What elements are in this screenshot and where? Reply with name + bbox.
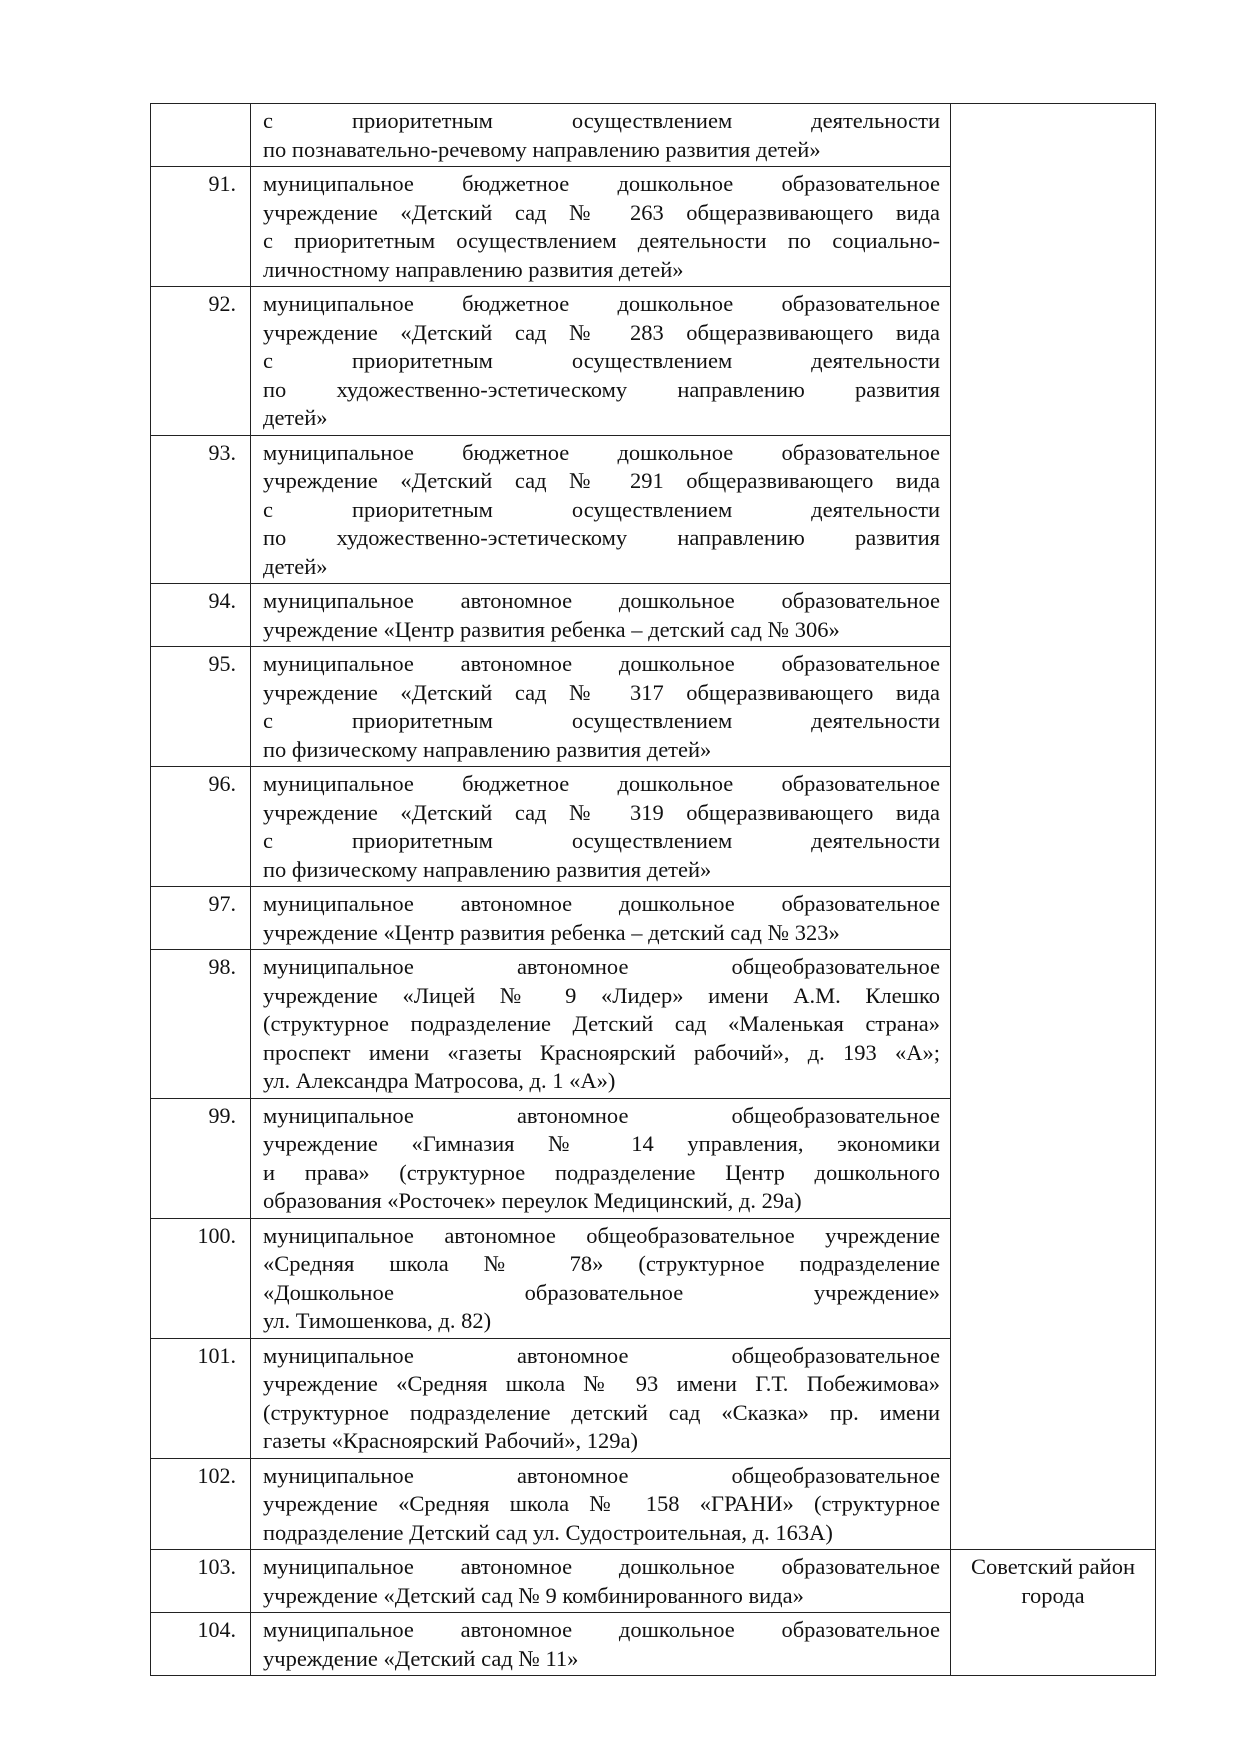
institution-description xyxy=(251,887,951,950)
description-line: с приоритетным осуществлением деятельности xyxy=(263,108,940,133)
institution-description xyxy=(251,1338,951,1458)
description-line: и права» (структурное подразделение Центр дошкольного xyxy=(263,1159,940,1185)
institution-description xyxy=(251,1550,951,1613)
description-line: учреждение «Детский сад № 283 общеразвивающего вида xyxy=(263,319,940,345)
row-number: 99. xyxy=(151,1098,251,1218)
description-line: с приоритетным осуществлением деятельности xyxy=(263,496,940,522)
row-number: 102. xyxy=(151,1458,251,1550)
row-number: 98. xyxy=(151,950,251,1099)
table-row xyxy=(151,104,1156,167)
description-line: муниципальное бюджетное дошкольное образовательное xyxy=(263,771,940,796)
district-name-suffix: города xyxy=(1021,1582,1085,1608)
district-cell xyxy=(951,1550,1156,1676)
description-line: муниципальное автономное дошкольное образовательное xyxy=(263,651,940,676)
row-number: 95. xyxy=(151,647,251,767)
description-line: по физическому направлению развития детей» xyxy=(263,856,712,882)
institution-description xyxy=(251,104,951,167)
description-line: муниципальное автономное общеобразовательное xyxy=(263,1342,940,1368)
description-line: учреждение «Центр развития ребенка – детский сад № 306» xyxy=(263,616,840,642)
description-line: муниципальное автономное общеобразовательное учреждение xyxy=(263,1222,940,1248)
district-name: Советский район xyxy=(970,1554,1136,1579)
description-line: ул. Александра Матросова, д. 1 «А») xyxy=(263,1068,616,1093)
institutions-table xyxy=(150,103,1156,1676)
description-line: муниципальное бюджетное дошкольное образовательное xyxy=(263,291,940,316)
description-line: образования «Росточек» переулок Медицинский, д. 29а) xyxy=(263,1188,802,1213)
description-line: муниципальное автономное общеобразовательное xyxy=(263,1462,940,1488)
description-line: по художественно-эстетическому направлению развития xyxy=(263,376,940,402)
row-number: 103. xyxy=(151,1550,251,1613)
row-number: 93. xyxy=(151,435,251,584)
institution-description xyxy=(251,647,951,767)
description-line: учреждение «Лицей № 9 «Лидер» имени А.М. Клешко xyxy=(263,982,940,1008)
institution-description xyxy=(251,950,951,1099)
description-line: учреждение «Детский сад № 263 общеразвивающего вида xyxy=(263,199,940,225)
institution-description xyxy=(251,287,951,436)
description-line: с приоритетным осуществлением деятельности xyxy=(263,828,940,853)
row-number: 96. xyxy=(151,767,251,887)
description-line: учреждение «Детский сад № 319 общеразвивающего вида xyxy=(263,799,940,825)
institution-description xyxy=(251,767,951,887)
table-row xyxy=(151,1550,1156,1613)
description-line: муниципальное автономное дошкольное образовательное xyxy=(263,1617,940,1642)
description-line: проспект имени «газеты Красноярский рабочий», д. 193 «А»; xyxy=(263,1039,940,1065)
description-line: учреждение «Детский сад № 317 общеразвивающего вида xyxy=(263,679,940,705)
description-line: с приоритетным осуществлением деятельности по социально- xyxy=(263,228,940,253)
description-line: детей» xyxy=(263,405,328,430)
description-line: муниципальное автономное дошкольное образовательное xyxy=(263,588,940,613)
description-line: муниципальное автономное дошкольное образовательное xyxy=(263,891,940,916)
institution-description xyxy=(251,167,951,287)
description-line: муниципальное бюджетное дошкольное образовательное xyxy=(263,439,940,465)
description-line: газеты «Красноярский Рабочий», 129а) xyxy=(263,1428,638,1453)
institution-description xyxy=(251,1218,951,1338)
description-line: по физическому направлению развития детей» xyxy=(263,736,712,762)
row-number: 100. xyxy=(151,1218,251,1338)
description-line: муниципальное автономное общеобразовательное xyxy=(263,954,940,979)
row-number: 104. xyxy=(151,1613,251,1676)
description-line: подразделение Детский сад ул. Судостроительная, д. 163А) xyxy=(263,1519,833,1545)
description-line: муниципальное автономное дошкольное образовательное xyxy=(263,1554,940,1579)
table-body xyxy=(151,104,1156,1676)
institution-description xyxy=(251,435,951,584)
description-line: с приоритетным осуществлением деятельности xyxy=(263,708,940,733)
description-line: учреждение «Центр развития ребенка – детский сад № 323» xyxy=(263,919,840,945)
description-line: учреждение «Гимназия № 14 управления, экономики xyxy=(263,1131,940,1156)
description-line: муниципальное бюджетное дошкольное образовательное xyxy=(263,171,940,196)
description-line: с приоритетным осуществлением деятельности xyxy=(263,348,940,373)
institution-description xyxy=(251,1613,951,1676)
row-number xyxy=(151,104,251,167)
district-cell-empty xyxy=(951,104,1156,1550)
description-line: учреждение «Средняя школа № 158 «ГРАНИ» (структурное xyxy=(263,1491,940,1516)
row-number: 94. xyxy=(151,584,251,647)
row-number: 97. xyxy=(151,887,251,950)
row-number: 91. xyxy=(151,167,251,287)
description-line: по художественно-эстетическому направлению развития xyxy=(263,525,940,550)
description-line: детей» xyxy=(263,553,328,579)
institution-description xyxy=(251,1098,951,1218)
description-line: (структурное подразделение Детский сад «Маленькая страна» xyxy=(263,1011,940,1036)
row-number: 101. xyxy=(151,1338,251,1458)
description-line: учреждение «Детский сад № 291 общеразвивающего вида xyxy=(263,468,940,493)
description-line: личностному направлению развития детей» xyxy=(263,256,684,282)
description-line: муниципальное автономное общеобразовательное xyxy=(263,1102,940,1128)
description-line: по познавательно-речевому направлению развития детей» xyxy=(263,136,821,162)
description-line: «Средняя школа № 78» (структурное подразделение xyxy=(263,1251,940,1276)
description-line: учреждение «Детский сад № 11» xyxy=(263,1645,579,1671)
description-line: учреждение «Средняя школа № 93 имени Г.Т. Побежимова» xyxy=(263,1371,940,1396)
description-line: «Дошкольное образовательное учреждение» xyxy=(263,1279,940,1305)
institution-description xyxy=(251,584,951,647)
description-line: ул. Тимошенкова, д. 82) xyxy=(263,1308,492,1333)
row-number: 92. xyxy=(151,287,251,436)
description-line: учреждение «Детский сад № 9 комбинированного вида» xyxy=(263,1582,804,1608)
description-line: (структурное подразделение детский сад «Сказка» пр. имени xyxy=(263,1399,940,1425)
institution-description xyxy=(251,1458,951,1550)
